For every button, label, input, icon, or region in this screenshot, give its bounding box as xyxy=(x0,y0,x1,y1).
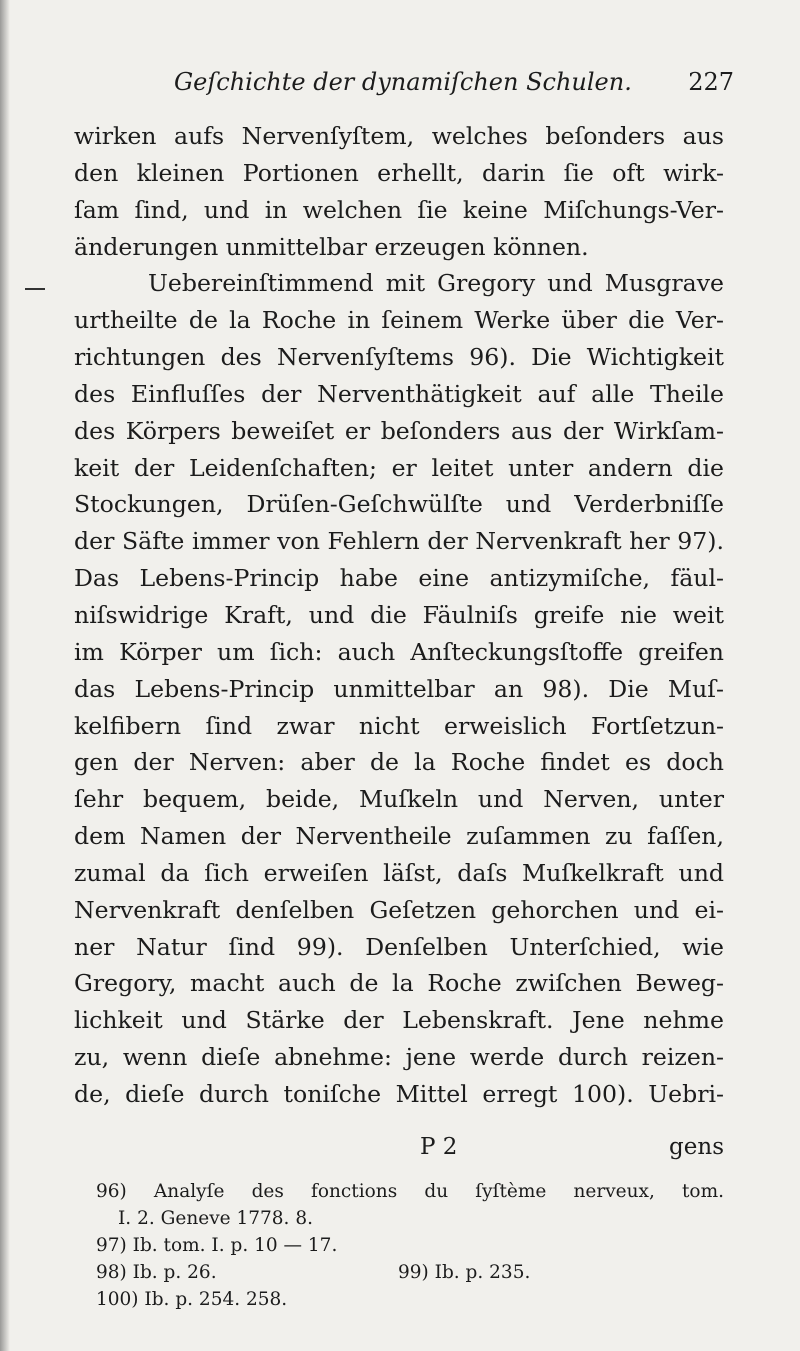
text-line: wirken aufs Nervenſyſtem, welches beſonders aus xyxy=(74,122,724,150)
running-header xyxy=(174,64,734,104)
text-line: de, dieſe durch toniſche Mittel erregt 100). Uebri- xyxy=(74,1079,724,1108)
margin-mark xyxy=(25,288,45,290)
footnotes xyxy=(96,1178,724,1313)
page-edge-shadow xyxy=(0,0,10,1351)
text-line: zu, wenn dieſe abnehme: jene werde durch reizen- xyxy=(74,1043,724,1072)
footnote-row xyxy=(96,1259,724,1286)
text-line: kelfibern ſind zwar nicht erweislich Fortſetzun- xyxy=(74,711,724,740)
text-line: Gregory, macht auch de la Roche zwiſchen Beweg- xyxy=(74,969,724,998)
text-line: Das Lebens-Princip habe eine antizymiſche, fäul- xyxy=(74,564,724,593)
footnote-99: 99) Ib. p. 235. xyxy=(398,1262,531,1283)
text-line: richtungen des Nervenſyſtems 96). Die Wichtigkeit xyxy=(74,343,724,372)
text-line: ſam ſind, und in welchen ſie keine Miſchungs-Ver- xyxy=(74,195,724,224)
running-title: Geſchichte der dynamiſchen Schulen. xyxy=(174,68,632,96)
text-line: Stockungen, Drüſen-Geſchwülſte und Verderbniſſe xyxy=(74,490,724,519)
text-line: des Einfluſſes der Nerventhätigkeit auf alle Theile xyxy=(74,379,724,408)
footnote-96-cont xyxy=(96,1205,724,1232)
text-line: den kleinen Portionen erhellt, darin ſie oft wirk- xyxy=(74,158,724,187)
text-line: änderungen unmittelbar erzeugen können. xyxy=(74,232,589,261)
text-line: gen der Nerven: aber de la Roche findet es doch xyxy=(74,748,724,777)
text-line: urtheilte de la Roche in ſeinem Werke über die Ver- xyxy=(74,306,724,335)
footnote-98: 98) Ib. p. 26. xyxy=(96,1262,217,1283)
page-number: 227 xyxy=(688,68,734,96)
text-line: der Säfte immer von Fehlern der Nervenkraft her 97). xyxy=(74,527,724,556)
footnote-97: 97) Ib. tom. I. p. 10 — 17. xyxy=(96,1235,338,1256)
text-line: zumal da ſich erweiſen läſst, daſs Muſkelkraft und xyxy=(74,858,724,887)
signature-line xyxy=(74,1132,724,1168)
text-line: keit der Leidenſchaften; er leitet unter andern die xyxy=(74,453,724,482)
text-line: niſswidrige Kraft, und die Fäulniſs greife nie weit xyxy=(74,600,724,629)
footnote-96-continuation: I. 2. Geneve 1778. 8. xyxy=(118,1208,313,1229)
text-line: Nervenkraft denſelben Geſetzen gehorchen und ei- xyxy=(74,895,724,924)
signature-mark: P 2 xyxy=(420,1134,458,1160)
text-line: ſehr bequem, beide, Muſkeln und Nerven, unter xyxy=(74,785,724,814)
footnote-96: 96) Analyſe des fonctions du ſyſtème nerveux, tom. xyxy=(96,1181,724,1202)
footnote-100: 100) Ib. p. 254. 258. xyxy=(96,1289,288,1310)
catchword: gens xyxy=(669,1134,724,1160)
text-line: des Körpers beweiſet er beſonders aus der Wirkſam- xyxy=(74,416,724,445)
body-text xyxy=(74,118,724,1113)
text-line: dem Namen der Nerventheile zuſammen zu faſſen, xyxy=(74,822,724,851)
text-line: im Körper um ſich: auch Anſteckungsſtoffe greifen xyxy=(74,637,724,666)
text-line: ner Natur ſind 99). Denſelben Unterſchied, wie xyxy=(74,932,724,961)
text-line: das Lebens-Princip unmittelbar an 98). Die Muſ- xyxy=(74,674,724,703)
text-line: lichkeit und Stärke der Lebenskraft. Jene nehme xyxy=(74,1006,724,1035)
text-line: Uebereinſtimmend mit Gregory und Musgrave xyxy=(148,269,724,298)
